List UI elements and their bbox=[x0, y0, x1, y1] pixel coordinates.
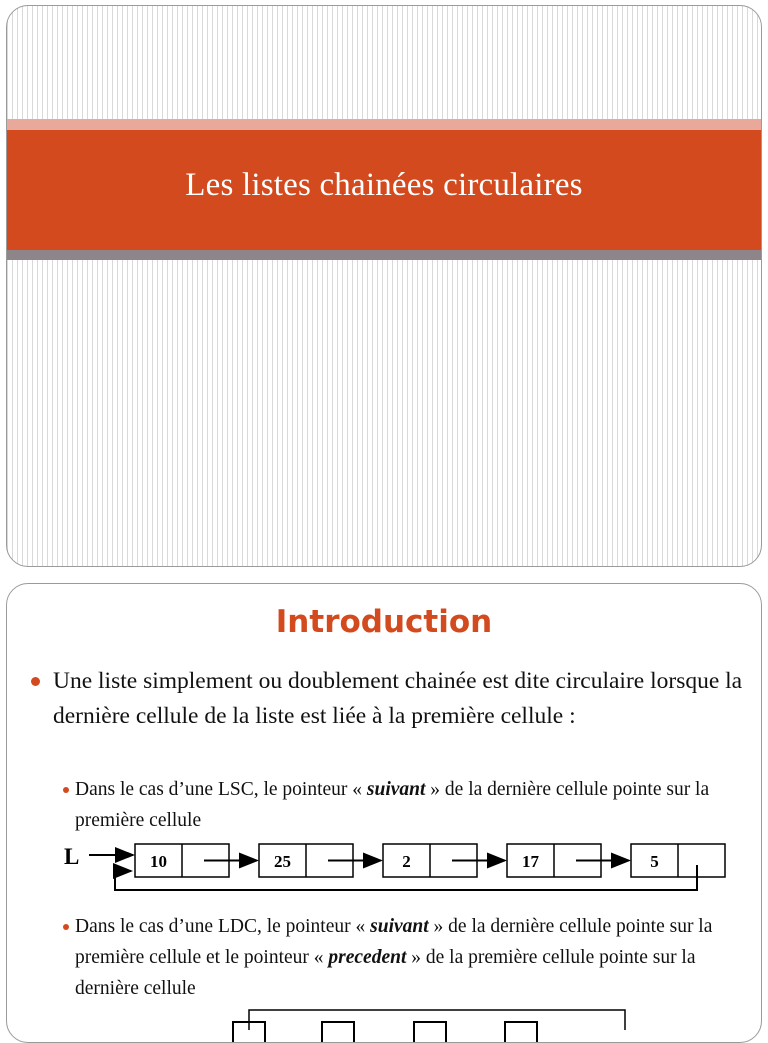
title-band bbox=[7, 130, 761, 250]
node-value: 2 bbox=[402, 852, 411, 871]
sub-bullet-ldc-pre: Dans le cas d’une LDC, le pointeur « bbox=[75, 916, 371, 937]
title-band-top-accent bbox=[7, 119, 761, 130]
slide-title: Les listes chainées circulaires bbox=[185, 166, 583, 203]
node-value: 10 bbox=[150, 852, 167, 871]
node-value: 5 bbox=[650, 852, 659, 871]
keyword-suivant: suivant bbox=[366, 779, 426, 800]
sub-bullet-lsc-pre: Dans le cas d’une LSC, le pointeur « bbox=[75, 779, 367, 800]
content-slide bbox=[6, 583, 762, 1043]
node-value: 17 bbox=[522, 852, 539, 871]
sub-bullet-ldc-post: » de la première cellule pointe sur la dernière cellule bbox=[75, 947, 696, 999]
keyword-precedent: precedent bbox=[328, 947, 407, 968]
main-bullet-text: Une liste simplement ou doublement chainée est dite circulaire lorsque la dernière cellule de la liste est liée à la première cellule : bbox=[53, 668, 743, 729]
slide-heading: Introduction bbox=[275, 604, 493, 640]
bullet-dot-icon bbox=[63, 924, 69, 930]
title-band-bottom-accent bbox=[7, 250, 761, 260]
sub-bullet-ldc-mid: » de la dernière cellule pointe sur la première cellule et le pointeur « bbox=[75, 916, 713, 968]
node-value: 25 bbox=[274, 852, 291, 871]
sub-bullet-lsc-post: » de la dernière cellule pointe sur la première cellule bbox=[75, 779, 710, 831]
list-head-label: L bbox=[64, 844, 80, 869]
ldc-diagram-partial bbox=[233, 1010, 625, 1043]
title-slide bbox=[6, 5, 762, 567]
sub-bullet-ldc bbox=[75, 911, 745, 1004]
keyword-suivant: suivant bbox=[370, 916, 429, 937]
